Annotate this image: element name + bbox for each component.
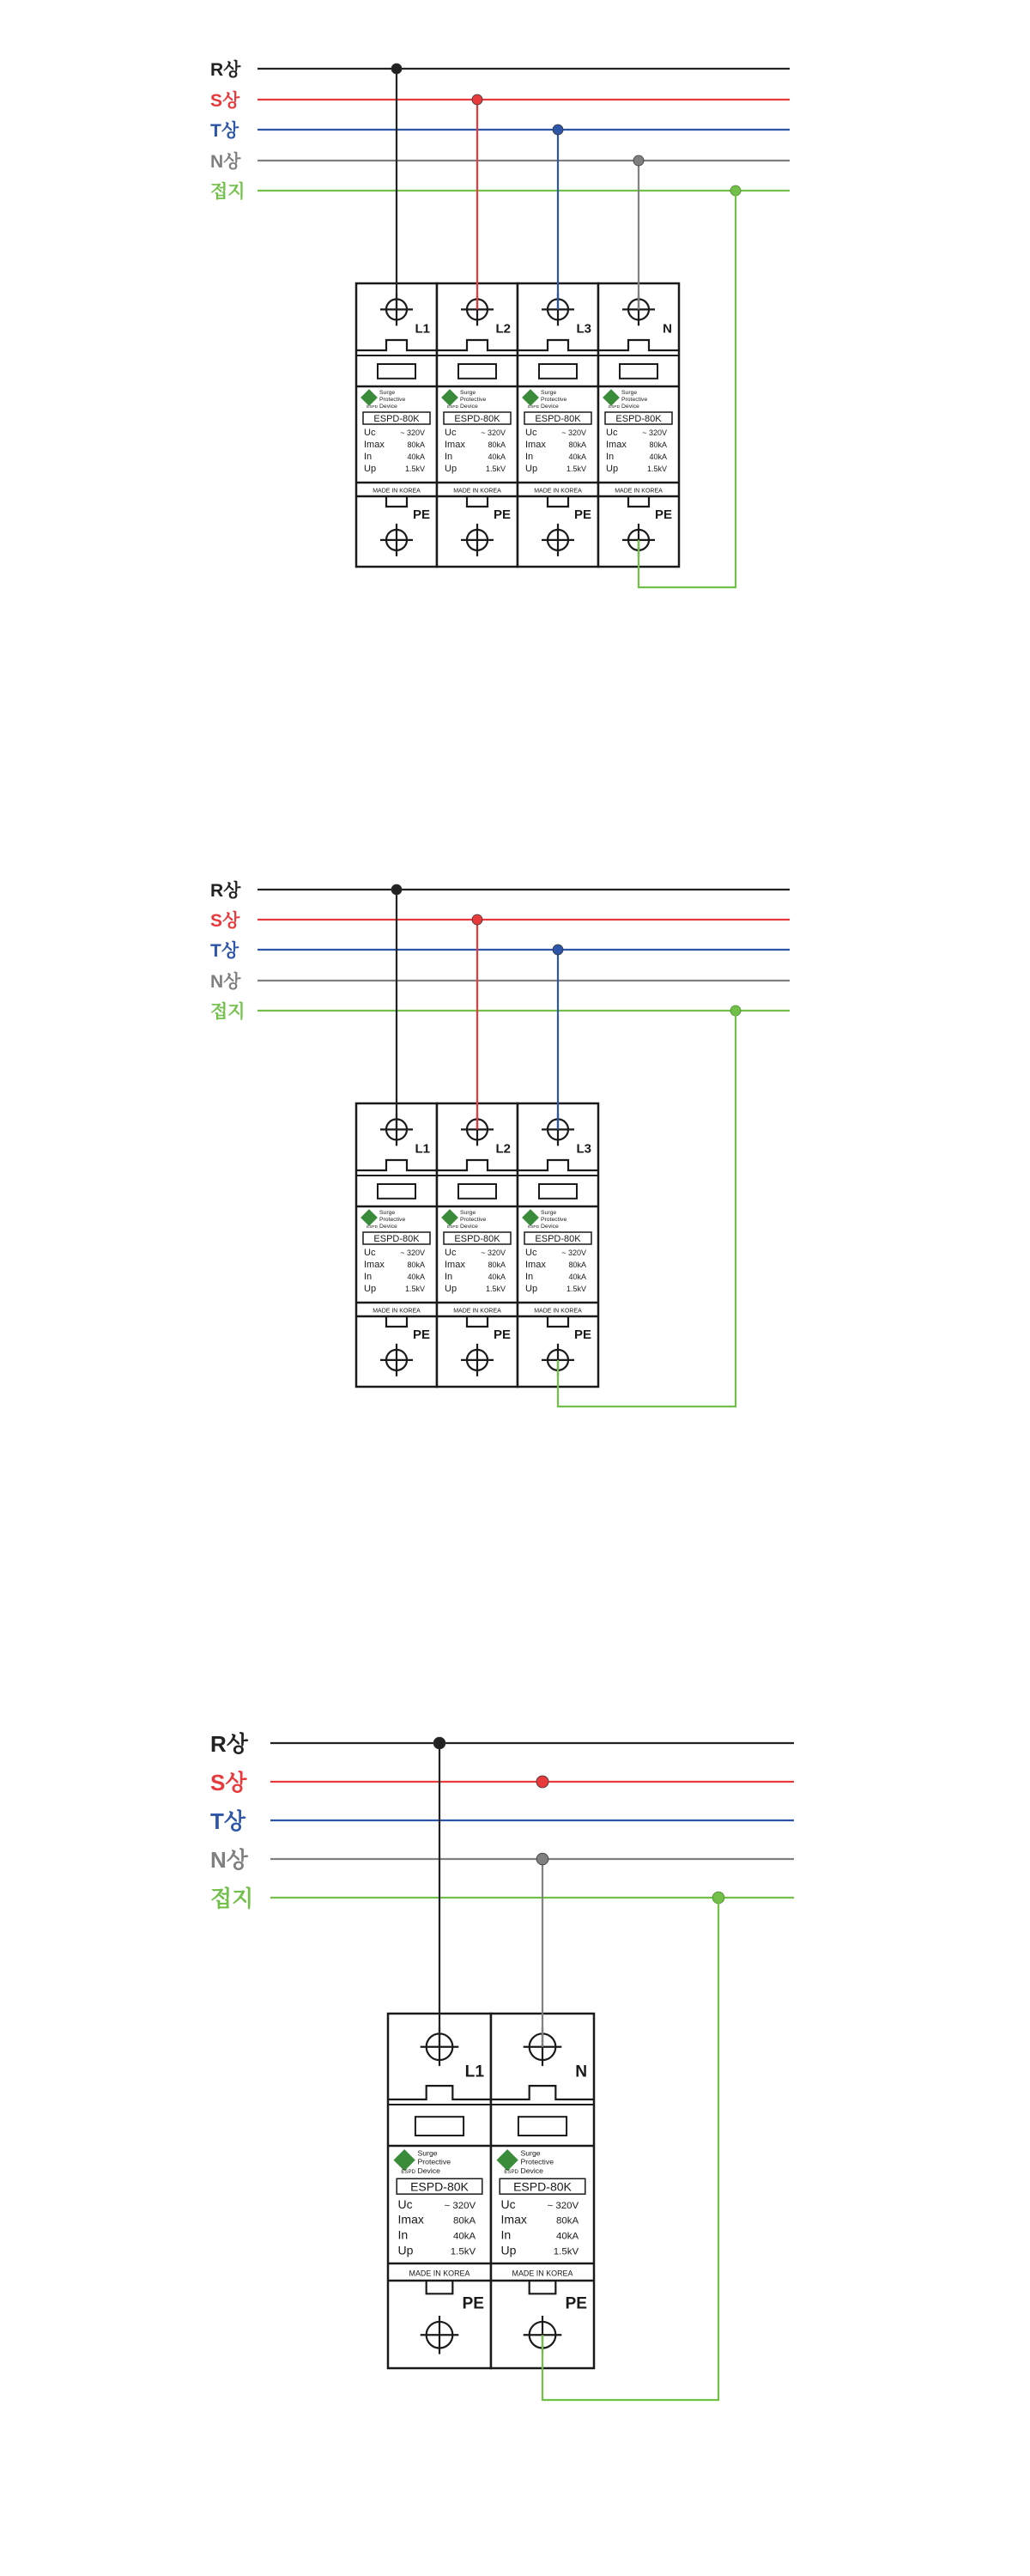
indicator-window xyxy=(458,1184,496,1199)
spec-name: Uc xyxy=(364,428,376,438)
diagram-3 xyxy=(210,1731,794,2400)
spec-name: Uc xyxy=(500,2196,516,2211)
brand-line1: Surge xyxy=(541,1210,557,1216)
spec-name: Uc xyxy=(364,1248,376,1258)
indicator-window xyxy=(458,364,496,379)
bus-label-n: N상 xyxy=(210,971,241,992)
made-in-label: MADE IN KOREA xyxy=(534,1308,582,1315)
spd-module-l1 xyxy=(388,2014,491,2368)
spec-value: ~ 320V xyxy=(400,428,425,437)
bus-label-r: R상 xyxy=(210,880,241,901)
spec-name: Uc xyxy=(525,1248,537,1258)
model-name: ESPD-80K xyxy=(373,1234,420,1244)
made-in-label: MADE IN KOREA xyxy=(373,488,421,495)
brand-line3: Device xyxy=(541,1224,559,1230)
brand-line2: Protective xyxy=(621,397,648,403)
spec-name: Up xyxy=(445,464,457,474)
made-in-label: MADE IN KOREA xyxy=(409,2269,470,2278)
junction-dot-s xyxy=(472,94,482,105)
terminal-label: L3 xyxy=(576,1141,591,1157)
bus-label-r: R상 xyxy=(210,59,241,80)
brand-line3: Device xyxy=(460,1224,478,1230)
pe-label: PE xyxy=(573,1327,591,1343)
pe-label: PE xyxy=(565,2294,587,2313)
spec-value: 80kA xyxy=(488,1261,506,1269)
brand-line3: Device xyxy=(541,404,559,410)
spec-name: In xyxy=(525,1272,534,1282)
spec-value: ~ 320V xyxy=(561,428,586,437)
spec-value: 80kA xyxy=(488,440,506,449)
spec-name: Imax xyxy=(525,1260,546,1270)
spec-value: ~ 320V xyxy=(642,428,667,437)
terminal-label: N xyxy=(663,321,672,337)
spec-name: In xyxy=(397,2227,409,2242)
terminal-label: L1 xyxy=(464,2063,484,2081)
model-name: ESPD-80K xyxy=(615,414,662,424)
spec-name: Imax xyxy=(445,1260,465,1270)
spd-module-l3 xyxy=(518,283,598,567)
brand-line2: Protective xyxy=(460,397,487,403)
spd-module-n xyxy=(598,283,679,567)
spec-value: 40kA xyxy=(452,2231,476,2242)
spec-name: Imax xyxy=(500,2212,527,2227)
spec-name: In xyxy=(364,1272,373,1282)
spec-name: Up xyxy=(606,464,619,474)
spec-name: Imax xyxy=(397,2212,424,2227)
spd-module-l1 xyxy=(356,1103,437,1387)
spec-name: Up xyxy=(445,1284,457,1294)
indicator-window xyxy=(415,2117,464,2136)
spec-value: 1.5kV xyxy=(485,465,506,473)
spec-value: ~ 320V xyxy=(481,1249,506,1257)
spec-value: 40kA xyxy=(568,1273,586,1281)
spec-value: 1.5kV xyxy=(404,465,425,473)
brand-small: ESPD xyxy=(401,2168,415,2175)
made-in-label: MADE IN KOREA xyxy=(615,488,663,495)
pe-label: PE xyxy=(573,507,591,523)
brand-line1: Surge xyxy=(520,2148,541,2158)
spec-name: In xyxy=(445,1272,453,1282)
spec-value: ~ 320V xyxy=(444,2200,476,2211)
bus-label-ground: 접지 xyxy=(210,181,245,202)
indicator-window xyxy=(539,364,577,379)
spd-module-n xyxy=(491,2014,594,2368)
model-name: ESPD-80K xyxy=(373,414,420,424)
spec-name: Imax xyxy=(445,440,465,450)
pe-label: PE xyxy=(412,1327,430,1343)
brand-line2: Protective xyxy=(541,397,567,403)
spec-name: Imax xyxy=(606,440,627,450)
spec-value: 1.5kV xyxy=(450,2246,476,2257)
spec-value: 1.5kV xyxy=(646,465,667,473)
spec-value: 40kA xyxy=(488,1273,506,1281)
bus-label-ground: 접지 xyxy=(210,1001,245,1022)
pe-label: PE xyxy=(493,1327,511,1343)
junction-dot-n xyxy=(536,1853,548,1865)
spec-name: Uc xyxy=(445,428,457,438)
brand-line2: Protective xyxy=(379,1217,406,1223)
brand-small: ESPD xyxy=(528,1225,540,1230)
spec-value: 40kA xyxy=(568,453,586,461)
indicator-window xyxy=(518,2117,566,2136)
indicator-window xyxy=(620,364,657,379)
spec-value: 40kA xyxy=(407,1273,425,1281)
spd-module-l3 xyxy=(518,1103,598,1387)
spec-name: Uc xyxy=(397,2196,413,2211)
spec-value: 80kA xyxy=(452,2215,476,2227)
brand-line1: Surge xyxy=(541,390,557,396)
brand-line3: Device xyxy=(621,404,639,410)
spec-value: 80kA xyxy=(407,1261,425,1269)
bus-label-s: S상 xyxy=(210,1769,247,1795)
spec-value: ~ 320V xyxy=(481,428,506,437)
brand-line1: Surge xyxy=(379,1210,396,1216)
spec-value: 80kA xyxy=(568,1261,586,1269)
spec-name: Imax xyxy=(525,440,546,450)
bus-label-t: T상 xyxy=(210,120,239,141)
terminal-label: N xyxy=(575,2063,587,2081)
brand-line2: Protective xyxy=(520,2157,554,2166)
brand-line1: Surge xyxy=(621,390,638,396)
made-in-label: MADE IN KOREA xyxy=(534,488,582,495)
brand-line1: Surge xyxy=(417,2148,438,2158)
brand-line3: Device xyxy=(520,2166,543,2175)
junction-dot-s xyxy=(536,1776,548,1788)
bus-label-s: S상 xyxy=(210,910,240,931)
bus-label-s: S상 xyxy=(210,90,240,111)
spec-value: 40kA xyxy=(555,2231,579,2242)
diagram-2 xyxy=(210,880,790,1406)
brand-small: ESPD xyxy=(367,405,379,410)
bus-label-n: N상 xyxy=(210,151,241,172)
indicator-window xyxy=(378,1184,415,1199)
terminal-label: L2 xyxy=(495,321,511,337)
spec-value: 80kA xyxy=(649,440,667,449)
pe-label: PE xyxy=(654,507,672,523)
spec-value: 1.5kV xyxy=(485,1285,506,1293)
made-in-label: MADE IN KOREA xyxy=(512,2269,573,2278)
spec-name: In xyxy=(364,452,373,462)
pe-label: PE xyxy=(412,507,430,523)
bus-label-r: R상 xyxy=(210,1730,248,1757)
spec-name: Up xyxy=(364,1284,377,1294)
brand-line2: Protective xyxy=(379,397,406,403)
spec-name: Up xyxy=(500,2243,517,2257)
model-name: ESPD-80K xyxy=(535,1234,581,1244)
junction-dot-s xyxy=(472,914,482,925)
model-name: ESPD-80K xyxy=(535,414,581,424)
diagram-1 xyxy=(210,59,790,587)
terminal-label: L2 xyxy=(495,1141,511,1157)
brand-small: ESPD xyxy=(367,1225,379,1230)
pe-label: PE xyxy=(493,507,511,523)
spec-name: In xyxy=(500,2227,512,2242)
spec-name: Up xyxy=(525,464,538,474)
brand-line2: Protective xyxy=(417,2157,451,2166)
model-name: ESPD-80K xyxy=(454,1234,500,1244)
brand-line3: Device xyxy=(379,1224,397,1230)
pe-label: PE xyxy=(462,2294,484,2313)
bus-label-t: T상 xyxy=(210,1807,245,1834)
spd-module-l2 xyxy=(437,1103,518,1387)
spec-name: Uc xyxy=(445,1248,457,1258)
brand-line2: Protective xyxy=(541,1217,567,1223)
bus-label-t: T상 xyxy=(210,940,239,961)
brand-small: ESPD xyxy=(447,1225,459,1230)
spec-name: In xyxy=(606,452,615,462)
brand-small: ESPD xyxy=(609,405,621,410)
terminal-label: L1 xyxy=(415,321,430,337)
brand-line2: Protective xyxy=(460,1217,487,1223)
spd-module-l1 xyxy=(356,283,437,567)
model-name: ESPD-80K xyxy=(454,414,500,424)
brand-small: ESPD xyxy=(504,2168,518,2175)
spec-value: 80kA xyxy=(568,440,586,449)
spec-value: 1.5kV xyxy=(553,2246,579,2257)
terminal-label: L1 xyxy=(415,1141,430,1157)
junction-dot-r xyxy=(391,884,402,895)
spec-name: Uc xyxy=(525,428,537,438)
spec-value: 1.5kV xyxy=(566,1285,586,1293)
spec-name: Up xyxy=(525,1284,538,1294)
indicator-window xyxy=(378,364,415,379)
brand-line1: Surge xyxy=(379,390,396,396)
spec-value: 80kA xyxy=(407,440,425,449)
junction-dot-t xyxy=(553,125,563,135)
junction-dot-r xyxy=(433,1737,445,1749)
bus-label-ground: 접지 xyxy=(210,1885,254,1911)
model-name: ESPD-80K xyxy=(410,2179,469,2194)
terminal-label: L3 xyxy=(576,321,591,337)
spec-value: ~ 320V xyxy=(400,1249,425,1257)
spec-value: 1.5kV xyxy=(404,1285,425,1293)
spec-name: Up xyxy=(364,464,377,474)
junction-dot-n xyxy=(633,155,644,166)
spec-value: 40kA xyxy=(649,453,667,461)
model-name: ESPD-80K xyxy=(513,2179,572,2194)
brand-line1: Surge xyxy=(460,390,476,396)
brand-small: ESPD xyxy=(447,405,459,410)
spec-name: Imax xyxy=(364,1260,385,1270)
spec-name: Imax xyxy=(364,440,385,450)
made-in-label: MADE IN KOREA xyxy=(453,488,501,495)
spec-name: In xyxy=(445,452,453,462)
spec-value: 80kA xyxy=(555,2215,579,2227)
brand-line1: Surge xyxy=(460,1210,476,1216)
spec-name: Uc xyxy=(606,428,618,438)
brand-line3: Device xyxy=(379,404,397,410)
spec-value: 40kA xyxy=(488,453,506,461)
spec-value: ~ 320V xyxy=(547,2200,579,2211)
spec-name: In xyxy=(525,452,534,462)
brand-small: ESPD xyxy=(528,405,540,410)
spec-value: ~ 320V xyxy=(561,1249,586,1257)
spd-module-l2 xyxy=(437,283,518,567)
indicator-window xyxy=(539,1184,577,1199)
bus-label-n: N상 xyxy=(210,1846,248,1873)
made-in-label: MADE IN KOREA xyxy=(373,1308,421,1315)
made-in-label: MADE IN KOREA xyxy=(453,1308,501,1315)
junction-dot-r xyxy=(391,64,402,74)
spec-value: 1.5kV xyxy=(566,465,586,473)
spec-value: 40kA xyxy=(407,453,425,461)
brand-line3: Device xyxy=(460,404,478,410)
brand-line3: Device xyxy=(417,2166,440,2175)
spec-name: Up xyxy=(397,2243,414,2257)
junction-dot-t xyxy=(553,945,563,955)
